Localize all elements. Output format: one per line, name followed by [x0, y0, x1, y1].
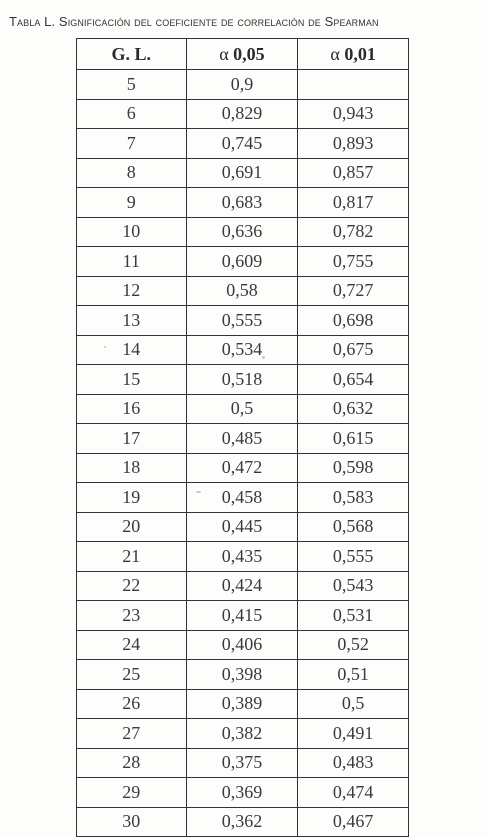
table-row: [77, 70, 409, 100]
table-row: [77, 778, 409, 808]
cell-alpha-005: 0,555: [186, 306, 298, 336]
header-degrees-of-freedom: G. L.: [77, 39, 187, 70]
cell-alpha-005: 0,472: [186, 453, 298, 483]
cell-alpha-001: 0,491: [298, 719, 409, 749]
table-row: [77, 542, 409, 572]
cell-alpha-005: 0,389: [186, 689, 298, 719]
table-row: [77, 453, 409, 483]
cell-alpha-001: 0,782: [298, 217, 409, 247]
cell-alpha-001: 0,598: [298, 453, 409, 483]
table-row: [77, 719, 409, 749]
table-row: [77, 276, 409, 306]
spearman-significance-table: [76, 38, 409, 837]
cell-alpha-005: 0,745: [186, 129, 298, 159]
cell-alpha-005: 0,485: [186, 424, 298, 454]
cell-alpha-001: 0,675: [298, 335, 409, 365]
cell-alpha-001: 0,727: [298, 276, 409, 306]
cell-alpha-005: 0,636: [186, 217, 298, 247]
cell-degrees-of-freedom: 27: [77, 719, 187, 749]
cell-degrees-of-freedom: 22: [77, 571, 187, 601]
cell-degrees-of-freedom: 10: [77, 217, 187, 247]
table-row: [77, 188, 409, 218]
cell-degrees-of-freedom: 13: [77, 306, 187, 336]
table-row: [77, 99, 409, 129]
table-row: [77, 483, 409, 513]
cell-alpha-005: 0,424: [186, 571, 298, 601]
cell-alpha-005: 0,398: [186, 660, 298, 690]
cell-degrees-of-freedom: 6: [77, 99, 187, 129]
cell-alpha-001: 0,52: [298, 630, 409, 660]
table-caption: Tabla L. Significación del coeficiente de correlación de Spearman: [9, 14, 379, 29]
table-row: [77, 807, 409, 837]
table-row: [77, 630, 409, 660]
cell-alpha-005: 0,609: [186, 247, 298, 277]
cell-alpha-001: 0,857: [298, 158, 409, 188]
cell-degrees-of-freedom: 17: [77, 424, 187, 454]
cell-degrees-of-freedom: 11: [77, 247, 187, 277]
cell-degrees-of-freedom: 30: [77, 807, 187, 837]
cell-alpha-001: 0,51: [298, 660, 409, 690]
cell-alpha-001: 0,632: [298, 394, 409, 424]
cell-alpha-005: 0,406: [186, 630, 298, 660]
table-row: [77, 158, 409, 188]
cell-degrees-of-freedom: 16: [77, 394, 187, 424]
cell-alpha-001: 0,467: [298, 807, 409, 837]
cell-alpha-005: 0,445: [186, 512, 298, 542]
table-row: [77, 660, 409, 690]
table-row: [77, 689, 409, 719]
alpha-symbol: α: [330, 43, 340, 64]
cell-alpha-005: 0,415: [186, 601, 298, 631]
cell-alpha-001: 0,543: [298, 571, 409, 601]
cell-alpha-005: 0,829: [186, 99, 298, 129]
table-row: [77, 129, 409, 159]
cell-alpha-001: 0,698: [298, 306, 409, 336]
cell-alpha-005: 0,375: [186, 748, 298, 778]
cell-alpha-001: 0,943: [298, 99, 409, 129]
cell-degrees-of-freedom: 21: [77, 542, 187, 572]
table-row: [77, 247, 409, 277]
cell-alpha-005: 0,534: [186, 335, 298, 365]
table-row: [77, 365, 409, 395]
table-row: [77, 512, 409, 542]
table-row: [77, 424, 409, 454]
cell-alpha-005: 0,382: [186, 719, 298, 749]
cell-degrees-of-freedom: 5: [77, 70, 187, 100]
cell-degrees-of-freedom: 25: [77, 660, 187, 690]
alpha-symbol: α: [219, 43, 229, 64]
cell-alpha-005: 0,369: [186, 778, 298, 808]
cell-alpha-001: 0,654: [298, 365, 409, 395]
cell-alpha-005: 0,5: [186, 394, 298, 424]
cell-alpha-001: [298, 70, 409, 100]
cell-degrees-of-freedom: 18: [77, 453, 187, 483]
scan-speck: [104, 346, 106, 348]
scan-speck: [196, 491, 201, 493]
cell-alpha-001: 0,817: [298, 188, 409, 218]
cell-alpha-001: 0,474: [298, 778, 409, 808]
cell-alpha-005: 0,691: [186, 158, 298, 188]
cell-alpha-005: 0,683: [186, 188, 298, 218]
table-body: [77, 70, 409, 837]
cell-alpha-001: 0,583: [298, 483, 409, 513]
cell-alpha-005: 0,518: [186, 365, 298, 395]
cell-degrees-of-freedom: 19: [77, 483, 187, 513]
cell-alpha-005: 0,9: [186, 70, 298, 100]
cell-degrees-of-freedom: 24: [77, 630, 187, 660]
header-alpha-005-value: 0,05: [233, 43, 265, 64]
header-row: [77, 39, 409, 70]
scan-speck: [262, 356, 265, 359]
table-row: [77, 394, 409, 424]
header-alpha-001: [298, 39, 409, 70]
table-row: [77, 748, 409, 778]
table-row: [77, 306, 409, 336]
cell-degrees-of-freedom: 29: [77, 778, 187, 808]
cell-alpha-001: 0,531: [298, 601, 409, 631]
cell-alpha-005: 0,435: [186, 542, 298, 572]
table-row: [77, 335, 409, 365]
cell-degrees-of-freedom: 28: [77, 748, 187, 778]
cell-alpha-005: 0,58: [186, 276, 298, 306]
cell-alpha-005: 0,362: [186, 807, 298, 837]
cell-degrees-of-freedom: 15: [77, 365, 187, 395]
cell-alpha-001: 0,893: [298, 129, 409, 159]
cell-degrees-of-freedom: 9: [77, 188, 187, 218]
table-row: [77, 601, 409, 631]
cell-alpha-001: 0,615: [298, 424, 409, 454]
cell-degrees-of-freedom: 8: [77, 158, 187, 188]
cell-alpha-001: 0,555: [298, 542, 409, 572]
cell-degrees-of-freedom: 12: [77, 276, 187, 306]
cell-alpha-001: 0,5: [298, 689, 409, 719]
cell-degrees-of-freedom: 23: [77, 601, 187, 631]
cell-degrees-of-freedom: 7: [77, 129, 187, 159]
cell-alpha-001: 0,568: [298, 512, 409, 542]
cell-degrees-of-freedom: 26: [77, 689, 187, 719]
cell-degrees-of-freedom: 20: [77, 512, 187, 542]
table-row: [77, 217, 409, 247]
cell-alpha-001: 0,755: [298, 247, 409, 277]
header-alpha-001-value: 0,01: [344, 43, 376, 64]
cell-alpha-005: 0,458: [186, 483, 298, 513]
header-alpha-005: [186, 39, 298, 70]
cell-degrees-of-freedom: 14: [77, 335, 187, 365]
cell-alpha-001: 0,483: [298, 748, 409, 778]
table-row: [77, 571, 409, 601]
